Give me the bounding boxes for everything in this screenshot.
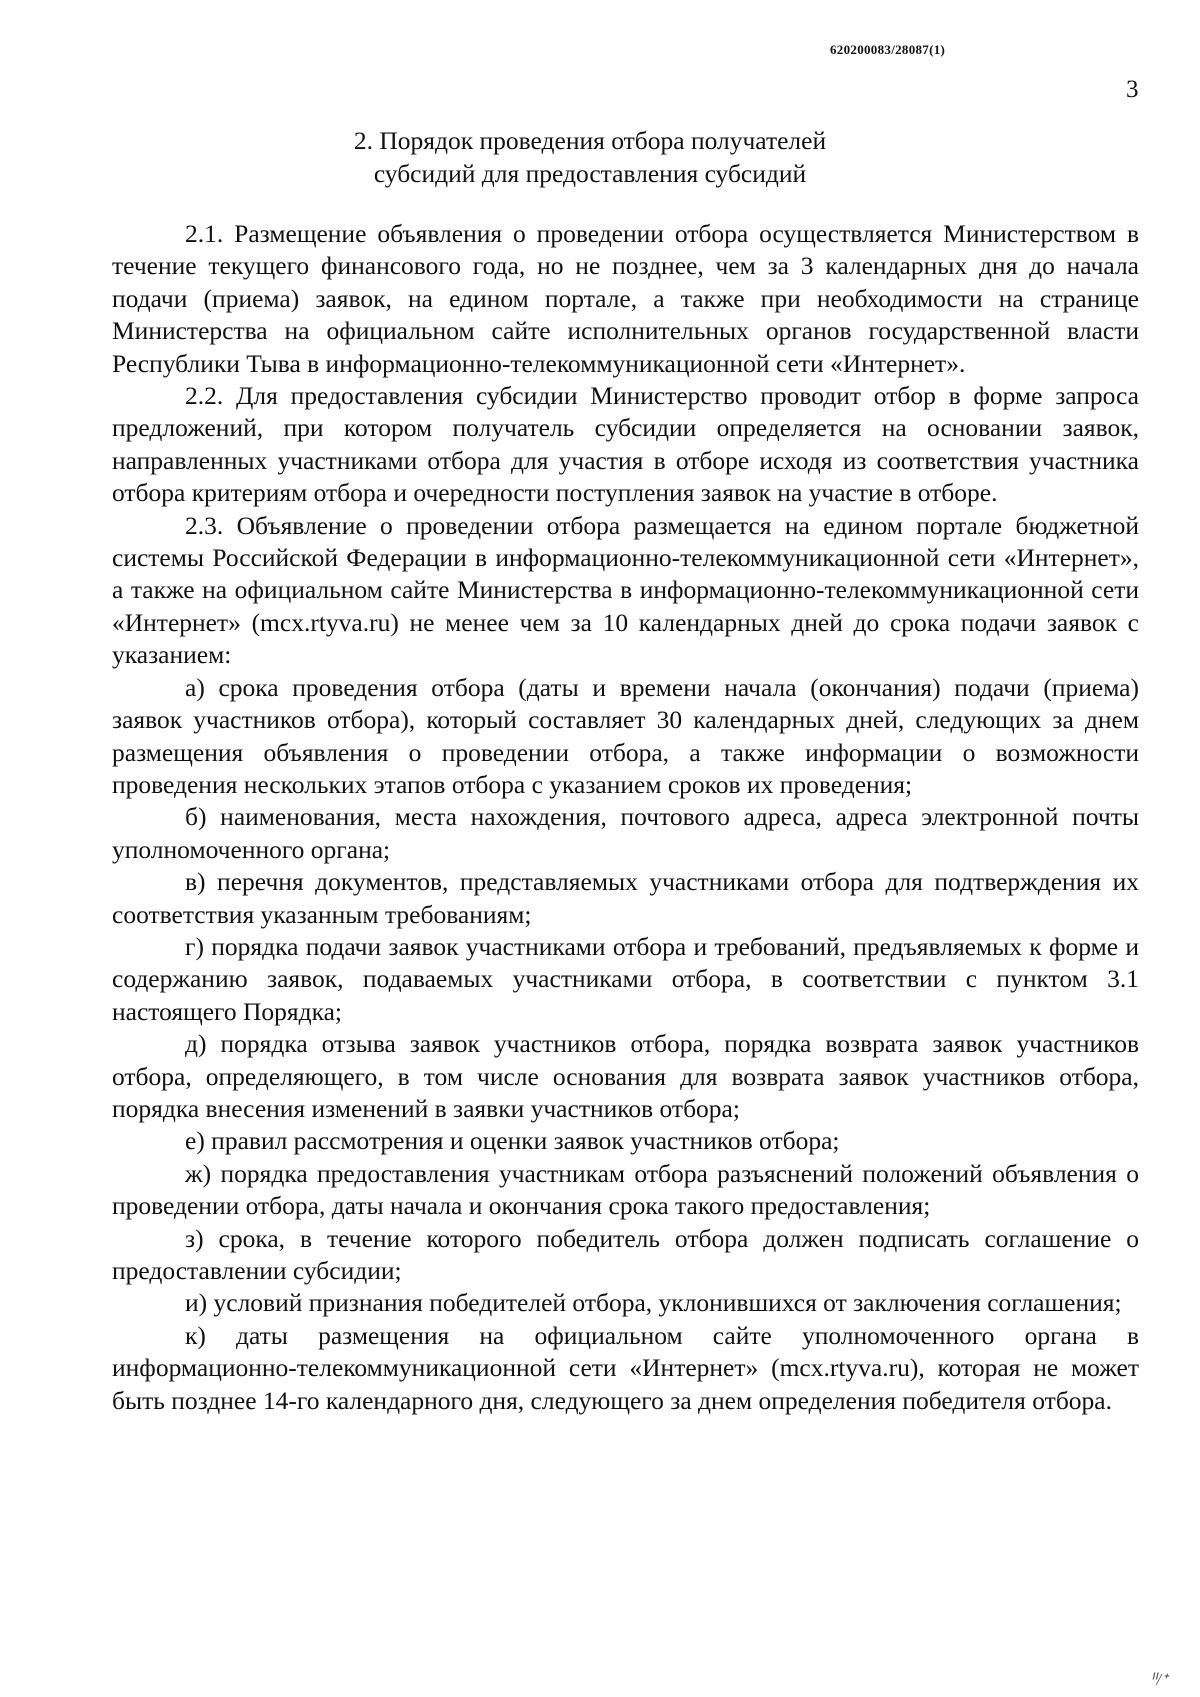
list-item-k: к) даты размещения на официальном сайте уполномоченного органа в информационно-телекоммуникационной сети «Интернет» (mcx.rtyva.ru), которая не может быть позднее 14-го календарного дня, следующего за днем определения победителя отбора. <box>112 1320 1139 1415</box>
section-title-line-2: субсидий для предоставления субсидий <box>373 159 807 188</box>
paragraph-2-2: 2.2. Для предоставления субсидии Министерство проводит отбор в форме запроса предложений, при котором получатель субсидии определяется на основании заявок, направленных участниками отбора для участия в отборе исходя из соответствия участника отбора критериям отбора и очередности поступления заявок на участие в отборе. <box>112 381 1139 508</box>
list-item-z: з) срока, в течение которого победитель отбора должен подписать соглашение о предоставлении субсидии; <box>112 1223 1139 1285</box>
list-item-zh: ж) порядка предоставления участникам отбора разъяснений положений объявления о проведении отбора, даты начала и окончания срока такого предоставления; <box>112 1158 1139 1221</box>
document-id: 620200083/28087(1) <box>830 42 946 57</box>
corner-handwritten-mark: ᑊᑊ/ᐩ <box>1150 1670 1168 1689</box>
paragraph-2-1: 2.1. Размещение объявления о проведении отбора осуществляется Министерством в течение текущего финансового года, но не позднее, чем за 3 календарных дня до начала подачи (приема) заявок, на едином портале, а также при необходимости на странице Министерства на официальном сайте исполнительных органов государственной власти Республики Тыва в информационно-телекоммуникационной сети «Интернет». <box>112 219 1139 378</box>
paragraph-2-3: 2.3. Объявление о проведении отбора размещается на едином портале бюджетной системы Российской Федерации в информационно-телекоммуникационной сети «Интернет», а также на официальном сайте Министерства в информационно-телекоммуникационной сети «Интернет» (mcx.rtyva.ru) не менее чем за 10 календарных дней до срока подачи заявок с указанием: <box>112 510 1139 670</box>
page-number: 3 <box>1126 76 1139 103</box>
section-title <box>250 124 930 190</box>
list-item-i: и) условий признания победителей отбора, уклонившихся от заключения соглашения; <box>185 1288 1122 1318</box>
list-item-d: д) порядка отзыва заявок участников отбора, порядка возврата заявок участников отбора, определяющего, в том числе основания для возврата заявок участников отбора, порядка внесения изменений в заявки участников отбора; <box>112 1029 1139 1123</box>
list-item-v: в) перечня документов, представляемых участниками отбора для подтверждения их соответствия указанным требованиям; <box>112 867 1139 929</box>
document-body <box>112 218 1139 1417</box>
list-item-g: г) порядка подачи заявок участниками отбора и требований, предъявляемых к форме и содержанию заявок, подаваемых участниками отбора, в соответствии с пунктом 3.1 настоящего Порядка; <box>112 931 1139 1026</box>
list-item-a: а) срока проведения отбора (даты и времени начала (окончания) подачи (приема) заявок участников отбора), который составляет 30 календарных дней, следующих за днем размещения объявления о проведении отбора, а также информации о возможности проведения нескольких этапов отбора с указанием сроков их проведения; <box>112 672 1139 799</box>
list-item-b: б) наименования, места нахождения, почтового адреса, адреса электронной почты уполномоченного органа; <box>112 802 1139 864</box>
section-title-line-1: 2. Порядок проведения отбора получателей <box>353 126 827 155</box>
list-item-e: е) правил рассмотрения и оценки заявок участников отбора; <box>185 1126 840 1156</box>
